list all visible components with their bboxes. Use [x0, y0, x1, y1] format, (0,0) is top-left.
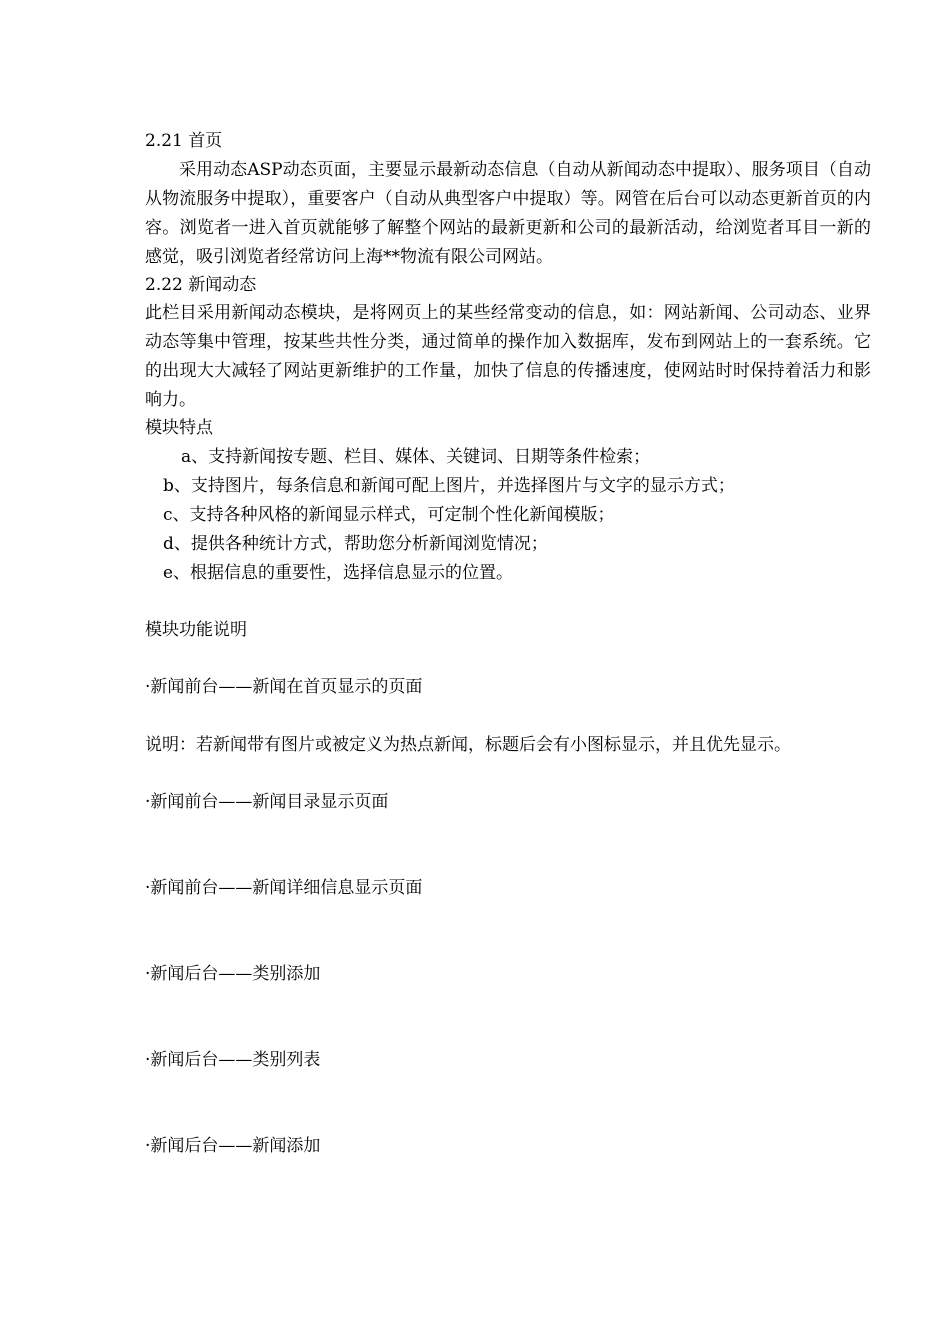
feature-item-e: e、根据信息的重要性，选择信息显示的位置。 — [163, 563, 514, 583]
feature-item-d: d、提供各种统计方式，帮助您分析新闻浏览情况； — [163, 534, 548, 554]
function-back-category-list: ·新闻后台——类别列表 — [145, 1050, 321, 1070]
function-front-home: ·新闻前台——新闻在首页显示的页面 — [145, 677, 423, 697]
feature-item-a: a、支持新闻按专题、栏目、媒体、关键词、日期等条件检索； — [181, 447, 651, 467]
section-2-22-heading: 2.22 新闻动态 — [145, 275, 257, 295]
function-front-detail: ·新闻前台——新闻详细信息显示页面 — [145, 878, 423, 898]
function-back-news-add: ·新闻后台——新闻添加 — [145, 1136, 321, 1156]
function-front-catalog: ·新闻前台——新闻目录显示页面 — [145, 792, 389, 812]
section-2-22-paragraph: 此栏目采用新闻动态模块，是将网页上的某些经常变动的信息，如：网站新闻、公司动态、业界动态等集中管理，按某些共性分类，通过简单的操作加入数据库，发布到网站上的一套系统。它的出现大大减轻了网站更新维护的工作量，加快了信息的传播速度，使网站时时保持着活力和影响力。 — [145, 303, 871, 410]
functions-heading: 模块功能说明 — [145, 620, 247, 640]
feature-item-b: b、支持图片，每条信息和新闻可配上图片，并选择图片与文字的显示方式； — [163, 476, 735, 496]
function-note: 说明：若新闻带有图片或被定义为热点新闻，标题后会有小图标显示，并且优先显示。 — [145, 735, 791, 755]
section-2-21-paragraph: 采用动态ASP动态页面，主要显示最新动态信息（自动从新闻动态中提取）、服务项目（自动从物流服务中提取），重要客户（自动从典型客户中提取）等。网管在后台可以动态更新首页的内容。浏览者一进入首页就能够了解整个网站的最新更新和公司的最新活动，给浏览者耳目一新的感觉，吸引浏览者经常访问上海**物流有限公司网站。 — [145, 160, 871, 267]
section-2-21-heading: 2.21 首页 — [145, 131, 223, 151]
feature-item-c: c、支持各种风格的新闻显示样式，可定制个性化新闻模版； — [163, 505, 615, 525]
features-heading: 模块特点 — [145, 418, 213, 438]
function-back-category-add: ·新闻后台——类别添加 — [145, 964, 321, 984]
